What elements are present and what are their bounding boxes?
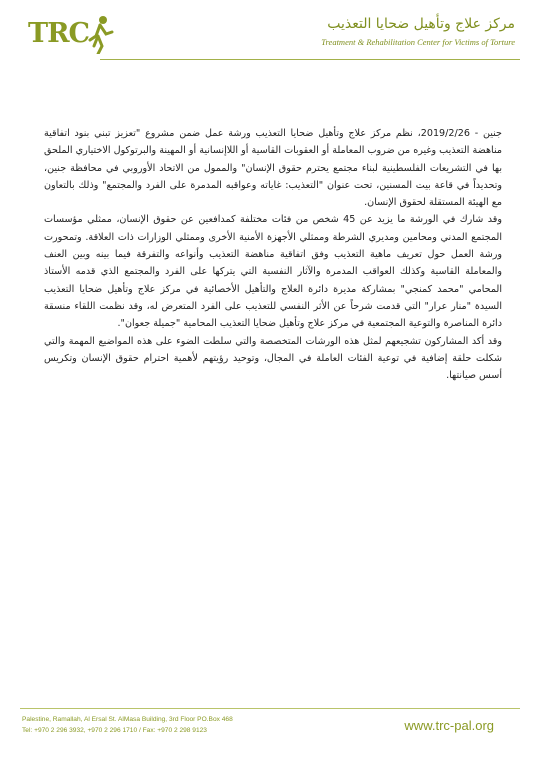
- org-name-english: Treatment & Rehabilitation Center for Victims of Torture: [321, 37, 515, 47]
- header-divider: [100, 59, 520, 60]
- footer-address: Palestine, Ramallah, Al Ersal St. AlMasa Building, 3rd Floor PO.Box 468: [22, 716, 233, 723]
- trc-logo: [28, 14, 120, 56]
- letterhead-header: [20, 8, 525, 58]
- figure-logo-icon: [86, 14, 116, 54]
- footer-divider: [20, 708, 520, 709]
- paragraph-intro: جنين - 2019/2/26، نظم مركز علاج وتأهيل ضحايا التعذيب ورشة عمل ضمن مشروع "تعزيز تبني بنود اتفاقية مناهضة التعذيب وغيره من ضروب المعاملة أو العقوبات القاسية أو اللاإنسانية أو المهينة والبرتوكول الاختياري الملحق بها في التشريعات الفلسطينية لبناء مجتمع يحترم حقوق الإنسان" والممول من الاتحاد الأوروبي في محافظة جنين، وتحديداً في قاعة بيت المسنين، تحت عنوان "التعذيب: غاياته وعواقبه المدمرة على الفرد والمجتمع" وذلك بالتعاون مع الهيئة المستقلة لحقوق الإنسان.: [44, 128, 502, 209]
- logo-text: TRC: [28, 18, 90, 49]
- paragraph-conclusion: وقد أكد المشاركون تشجيعهم لمثل هذه الورشات المتخصصة والتي سلطت الضوء على هذه المواضيع المهمة والتي شكلت حلقة إضافية في توعية الفئات العاملة في المجال، وتوحيد رؤيتهم لأهمية احترام حقوق الإنسان وتكريس أسس صيانتها.: [44, 335, 502, 382]
- article-body: [44, 125, 502, 384]
- paragraph-participants: وقد شارك في الورشة ما يزيد عن 45 شخص من فئات مختلفة كمدافعين عن حقوق الإنسان، ممثلي مؤسسات المجتمع المدني ومحامين ومديري الشرطة وممثلي الأجهزة الأمنية الأخرى وممثلي الوزارات ذات العلاقة. وتمحورت ورشة العمل حول تعريف ماهية التعذيب وفق اتفاقية مناهضة التعذيب وأنواعه والتفرقة فيما بينه وبين العنف والمعاملة القاسية وكذلك العواقب المدمرة والآثار النفسية التي يتركها على الفرد والمجتمع الذي قدمه الأستاذ المحامي "محمد كمنجي" بمشاركة مديرة دائرة العلاج والتأهيل الأخصائية في مركز علاج وتأهيل ضحايا التعذيب السيدة "منار عرار" التي قدمت شرحاً عن الأثر النفسي للتعذيب على الفرد المتعرض له، وقد نظمت اللقاء منسقة دائرة المناصرة والتوعية المجتمعية في مركز علاج وتأهيل ضحايا التعذيب المحامية "جميلة جعوان".: [44, 214, 502, 330]
- footer-website: www.trc-pal.org: [404, 718, 494, 733]
- footer-contact: Tel: +970 2 296 3932, +970 2 296 1710 / Fax: +970 2 298 9123: [22, 727, 207, 734]
- org-name-arabic: مركز علاج وتأهيل ضحايا التعذيب: [327, 16, 515, 32]
